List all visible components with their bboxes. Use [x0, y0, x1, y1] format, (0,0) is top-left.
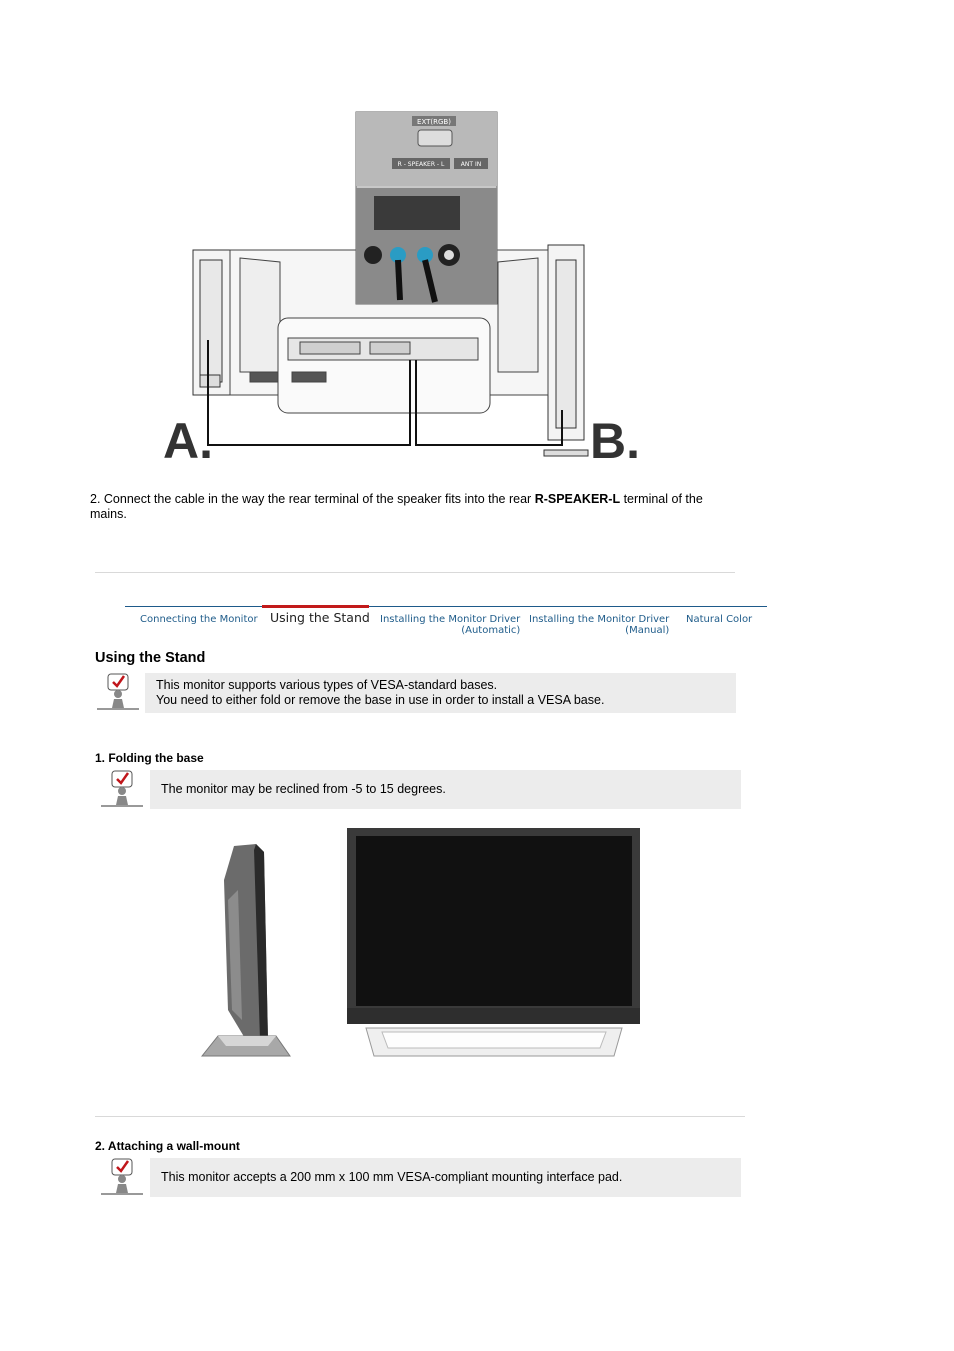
- step2-suffix: terminal of the mains.: [90, 492, 703, 521]
- page-title: Using the Stand: [95, 650, 206, 666]
- inset-speaker-label: R - SPEAKER - L: [397, 161, 445, 168]
- wall-mount-heading: 2. Attaching a wall-mount: [95, 1139, 240, 1153]
- monitor-front-view-image: [346, 828, 642, 1060]
- wall-mount-note: [150, 1158, 741, 1197]
- wall-mount-note-text: This monitor accepts a 200 mm x 100 mm VESA-compliant mounting interface pad.: [161, 1170, 623, 1184]
- folding-note-text: The monitor may be reclined from -5 to 15 degrees.: [161, 782, 446, 796]
- folding-note: [150, 770, 741, 809]
- label-b: B.: [590, 413, 640, 465]
- folding-heading: 1. Folding the base: [95, 751, 204, 765]
- tab-line: [125, 606, 767, 607]
- left-speaker: [193, 250, 230, 395]
- note-check-icon: [101, 769, 145, 809]
- tab-driver-manual[interactable]: [529, 614, 669, 636]
- intro-line1: This monitor supports various types of VESA-standard bases.: [156, 678, 498, 692]
- terminal-panel-inset: [356, 112, 497, 304]
- speaker-connection-diagram: [160, 110, 650, 465]
- divider: [95, 572, 735, 573]
- inset-ext-label: EXT(RGB): [417, 118, 451, 126]
- tab-label: Using the Stand: [270, 610, 370, 625]
- tab-connecting-monitor[interactable]: [140, 614, 258, 625]
- intro-line2: You need to either fold or remove the base in use in order to install a VESA base.: [156, 693, 605, 707]
- tab-using-stand[interactable]: [270, 612, 370, 623]
- step2-terminal: R-SPEAKER-L: [534, 492, 621, 506]
- divider: [95, 1116, 745, 1117]
- tab-sublabel: (Automatic): [461, 625, 521, 636]
- note-check-icon: [101, 1157, 145, 1197]
- intro-note: [145, 673, 736, 713]
- tab-active-indicator: [262, 605, 369, 608]
- label-a: A.: [163, 413, 213, 465]
- inset-ant-label: ANT IN: [460, 161, 482, 168]
- section-tabs: [125, 606, 767, 640]
- tab-natural-color[interactable]: [686, 614, 752, 625]
- tab-driver-automatic[interactable]: [380, 614, 520, 636]
- step2-prefix: 2. Connect the cable in the way the rear terminal of the speaker fits into the rear: [90, 492, 535, 506]
- tab-label: Installing the Monitor Driver: [380, 614, 521, 625]
- note-check-icon: [97, 672, 141, 712]
- tab-sublabel: (Manual): [625, 625, 670, 636]
- tab-label: Installing the Monitor Driver: [529, 614, 670, 625]
- step2-instruction: [90, 492, 730, 522]
- tab-label: Natural Color: [686, 614, 753, 625]
- tab-label: Connecting the Monitor: [140, 614, 258, 625]
- right-speaker: [544, 245, 588, 456]
- monitor-side-view-image: [198, 840, 294, 1060]
